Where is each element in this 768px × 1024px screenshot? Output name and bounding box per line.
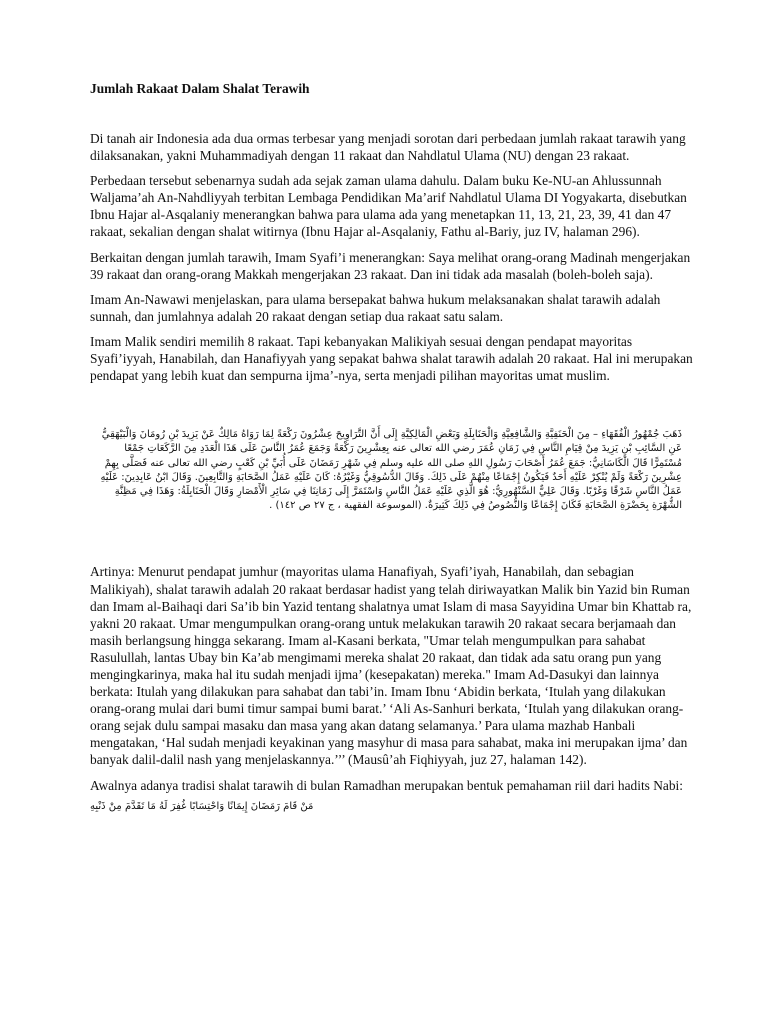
paragraph: Di tanah air Indonesia ada dua ormas terbesar yang menjadi sorotan dari perbedaan jumlah rakaat tarawih yang dilaksanakan, yakni Muhammadiyah dengan 11 rakaat dan Nahdlatul Ulama (NU) dengan 23 rakaat.	[90, 131, 686, 164]
hadith-arabic-text: مَنْ قَامَ رَمَضَانَ إِيمَانًا وَاحْتِسَابًا غُفِرَ لَهُ مَا تَقَدَّمَ مِنْ ذَنْبِهِ	[90, 800, 314, 812]
translation-paragraph: Awalnya adanya tradisi shalat tarawih di bulan Ramadhan merupakan bentuk pemahaman riil dari hadits Nabi:	[90, 777, 683, 793]
paragraph: Imam Malik sendiri memilih 8 rakaat. Tapi kebanyakan Malikiyah sesuai dengan pendapat mayoritas Syafi’iyyah, Hanabilah, dan Hanafiyyah yang sepakat bahwa shalat tarawih adalah 20 rakaat. Hal ini merupakan pendapat yang lebih kuat dan sempurna ijma’-nya, serta menjadi pilihan mayoritas umat muslim.	[90, 333, 693, 384]
hadith-arabic	[90, 800, 698, 814]
translation-paragraph: Artinya: Menurut pendapat jumhur (mayoritas ulama Hanafiyah, Syafi’iyah, Hanabilah, dan sebagian Malikiyah), shalat tarawih adalah 20 rakaat berdasar hadist yang telah diriwayatkan Malik bin Yazid bin Ruman dan Imam al-Baihaqi dari Sa’ib bin Yazid tentang shalatnya umat Islam di masa Sayyidina Umar bin Khattab ra, yakni 20 rakaat. Umar mengumpulkan orang-orang untuk melakukan tarawih 20 rakaat secara berjamaah dan masih berlangsung hingga sekarang. Imam al-Kasani berkata, "Umar telah mengumpulkan para sahabat Rasulullah, lantas Ubay bin Ka’ab mengimami mereka shalat 20 rakaat, dan tidak ada satu orang pun yang mengingkarinya, maka hal itu sudah menjadi ijma’ (kesepakatan) mereka." Imam Ad-Dasukyi dan lainnya berkata: Itulah yang dilakukan para sahabat dan tabi’in. Imam Ibnu ‘Abidin berkata, ‘Itulah yang dilakukan orang-orang mulai dari bumi timur sampai bumi barat.’ ‘Ali As-Sanhuri berkata, ‘Itulah yang dilakukan orang-orang sejak dulu sampai masaku dan masa yang akan datang selamanya.’ Para ulama mazhab Hanbali mengatakan, ‘Hal sudah menjadi keyakinan yang masyhur di masa para sahabat, maka ini merupakan ijma’ dan banyak dalil-dalil nash yang menjelaskannya.’’’ (Mausû’ah Fiqhiyyah, juz 27, halaman 142).	[90, 564, 692, 768]
arabic-quote: ذَهَبَ جُمْهُورُ الْفُقَهَاءِ – مِنَ الْحَنَفِيَّةِ وَالشَّافِعِيَّةِ وَالْحَنَابِلَةِ وَبَعْضِ الْمَالِكِيَّةِ إِلَى أَنَّ التَّرَاوِيحَ عِشْرُونَ رَكْعَةً لِمَا رَوَاهُ مَالِكٌ عَنْ يَزِيدَ بْنِ رُومَانَ وَالْبَيْهَقِيُّ عَنِ السَّائِبِ بْنِ يَزِيدَ مِنْ قِيَامِ النَّاسِ فِي زَمَانِ عُمَرَ رضي الله تعالى عنه بِعِشْرِينَ رَكْعَةً وَجَمَعَ عُمَرُ النَّاسَ عَلَى هَذَا الْعَدَدِ مِنَ الرَّكَعَاتِ جَمْعًا مُسْتَمِرًّا قَالَ الْكَاسَانِيُّ: جَمَعَ عُمَرُ أَصْحَابَ رَسُولِ اللهِ صلى الله عليه وسلم فِي شَهْرِ رَمَضَانَ عَلَى أُبَيِّ بْنِ كَعْبٍ رضي الله تعالى عنه فَصَلَّى بِهِمْ عِشْرِينَ رَكْعَةً وَلَمْ يُنْكِرْ عَلَيْهِ أَحَدٌ فَيَكُونُ إِجْمَاعًا مِنْهُمْ عَلَى ذَلِكَ. وَقَالَ الدُّسُوقِيُّ وَغَيْرُهُ: كَانَ عَلَيْهِ عَمَلُ الصَّحَابَةِ وَالتَّابِعِينَ. وَقَالَ ابْنُ عَابِدِينَ: عَلَيْهِ عَمَلُ النَّاسِ شَرْقًا وَغَرْبًا. وَقَالَ عَلِيٌّ السَّنْهُورِيُّ: هُوَ الَّذِي عَلَيْهِ عَمَلُ النَّاسِ وَاسْتَمَرَّ إِلَى زَمَانِنَا فِي سَائِرِ الْأَمْصَارِ وَقَالَ الْحَنَابِلَةُ: وَهَذَا فِي مَظِنَّةِ الشُّهْرَةِ بِحَضْرَةِ الصَّحَابَةِ فَكَانَ إِجْمَاعًا وَالنُّصُوصُ فِي ذَلِكَ كَثِيرَةٌ. (الموسوعة الفقهية ، ج ٢٧ ص ١٤٢) .	[100, 429, 682, 512]
paragraph: Perbedaan tersebut sebenarnya sudah ada sejak zaman ulama dahulu. Dalam buku Ke-NU-an Ahlussunnah Waljama’ah An-Nahdliyyah terbitan Lembaga Pendidikan Ma’arif Nahdlatul Ulama DI Yogyakarta, disebutkan Ibnu Hajar al-Asqalaniy menerangkan bahwa para ulama ada yang menetapkan 11, 13, 21, 23, 39, 41 dan 47 rakaat, sekalian dengan shalat witirnya (Ibnu Hajar al-Asqalaniy, Fathu al-Bariy, juz IV, halaman 296).	[90, 173, 687, 240]
paragraph: Imam An-Nawawi menjelaskan, para ulama bersepakat bahwa hukum melaksanakan shalat tarawih adalah sunnah, dan jumlahnya adalah 20 rakaat dengan setiap dua rakaat satu salam.	[90, 291, 661, 324]
paragraph: Berkaitan dengan jumlah tarawih, Imam Syafi’i menerangkan: Saya melihat orang-orang Madinah mengerjakan 39 rakaat dan orang-orang Makkah mengerjakan 23 rakaat. Dan ini tidak ada masalah (boleh-boleh saja).	[90, 249, 691, 282]
document-title: Jumlah Rakaat Dalam Shalat Terawih	[90, 81, 310, 96]
